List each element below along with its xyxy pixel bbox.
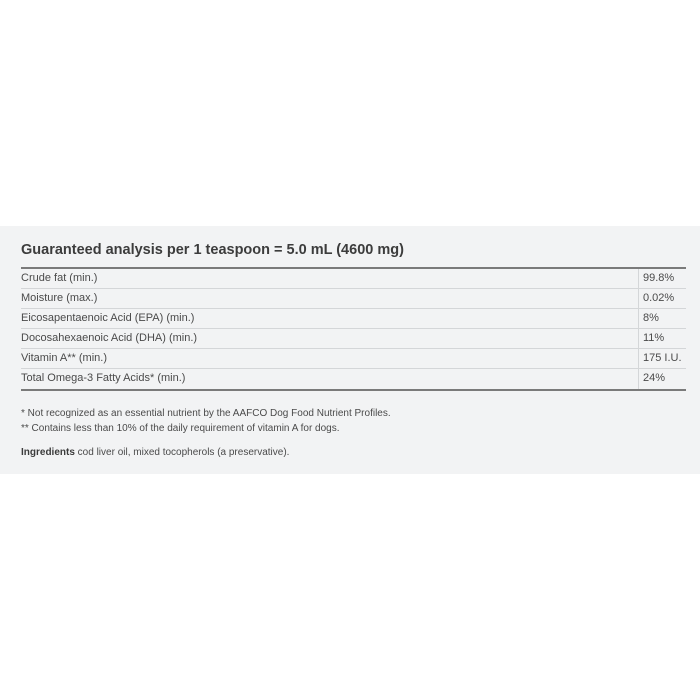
table-row [21, 329, 686, 349]
column-divider [638, 369, 639, 389]
nutrient-name: Vitamin A** (min.) [21, 352, 107, 364]
table-row [21, 309, 686, 329]
footnote: * Not recognized as an essential nutrient by the AAFCO Dog Food Nutrient Profiles. [21, 408, 391, 419]
nutrient-value: 8% [643, 312, 659, 324]
nutrient-value: 175 I.U. [643, 352, 682, 364]
column-divider [638, 309, 639, 328]
table-row [21, 369, 686, 389]
nutrient-name: Total Omega-3 Fatty Acids* (min.) [21, 372, 186, 384]
nutrient-name: Docosahexaenoic Acid (DHA) (min.) [21, 332, 198, 344]
nutrient-name: Crude fat (min.) [21, 272, 98, 284]
column-divider [638, 289, 639, 308]
analysis-title: Guaranteed analysis per 1 teaspoon = 5.0 mL (4600 mg) [21, 242, 404, 258]
ingredients-label: Ingredients [21, 447, 75, 458]
column-divider [638, 269, 639, 288]
column-divider [638, 329, 639, 348]
footnote: ** Contains less than 10% of the daily requirement of vitamin A for dogs. [21, 422, 340, 434]
column-divider [638, 349, 639, 368]
analysis-panel [0, 226, 700, 474]
nutrient-name: Eicosapentaenoic Acid (EPA) (min.) [21, 312, 195, 324]
ingredients-line [21, 447, 289, 458]
table-row [21, 349, 686, 369]
ingredients-text: cod liver oil, mixed tocopherols (a preservative). [74, 447, 290, 458]
table-row [21, 289, 686, 309]
footnotes [21, 407, 391, 436]
nutrient-value: 24% [643, 372, 666, 384]
nutrient-value: 11% [643, 332, 665, 344]
nutrient-value: 99.8% [643, 272, 675, 284]
nutrient-value: 0.02% [643, 292, 675, 304]
table-row [21, 269, 686, 289]
analysis-table [21, 267, 686, 391]
nutrient-name: Moisture (max.) [21, 292, 98, 304]
